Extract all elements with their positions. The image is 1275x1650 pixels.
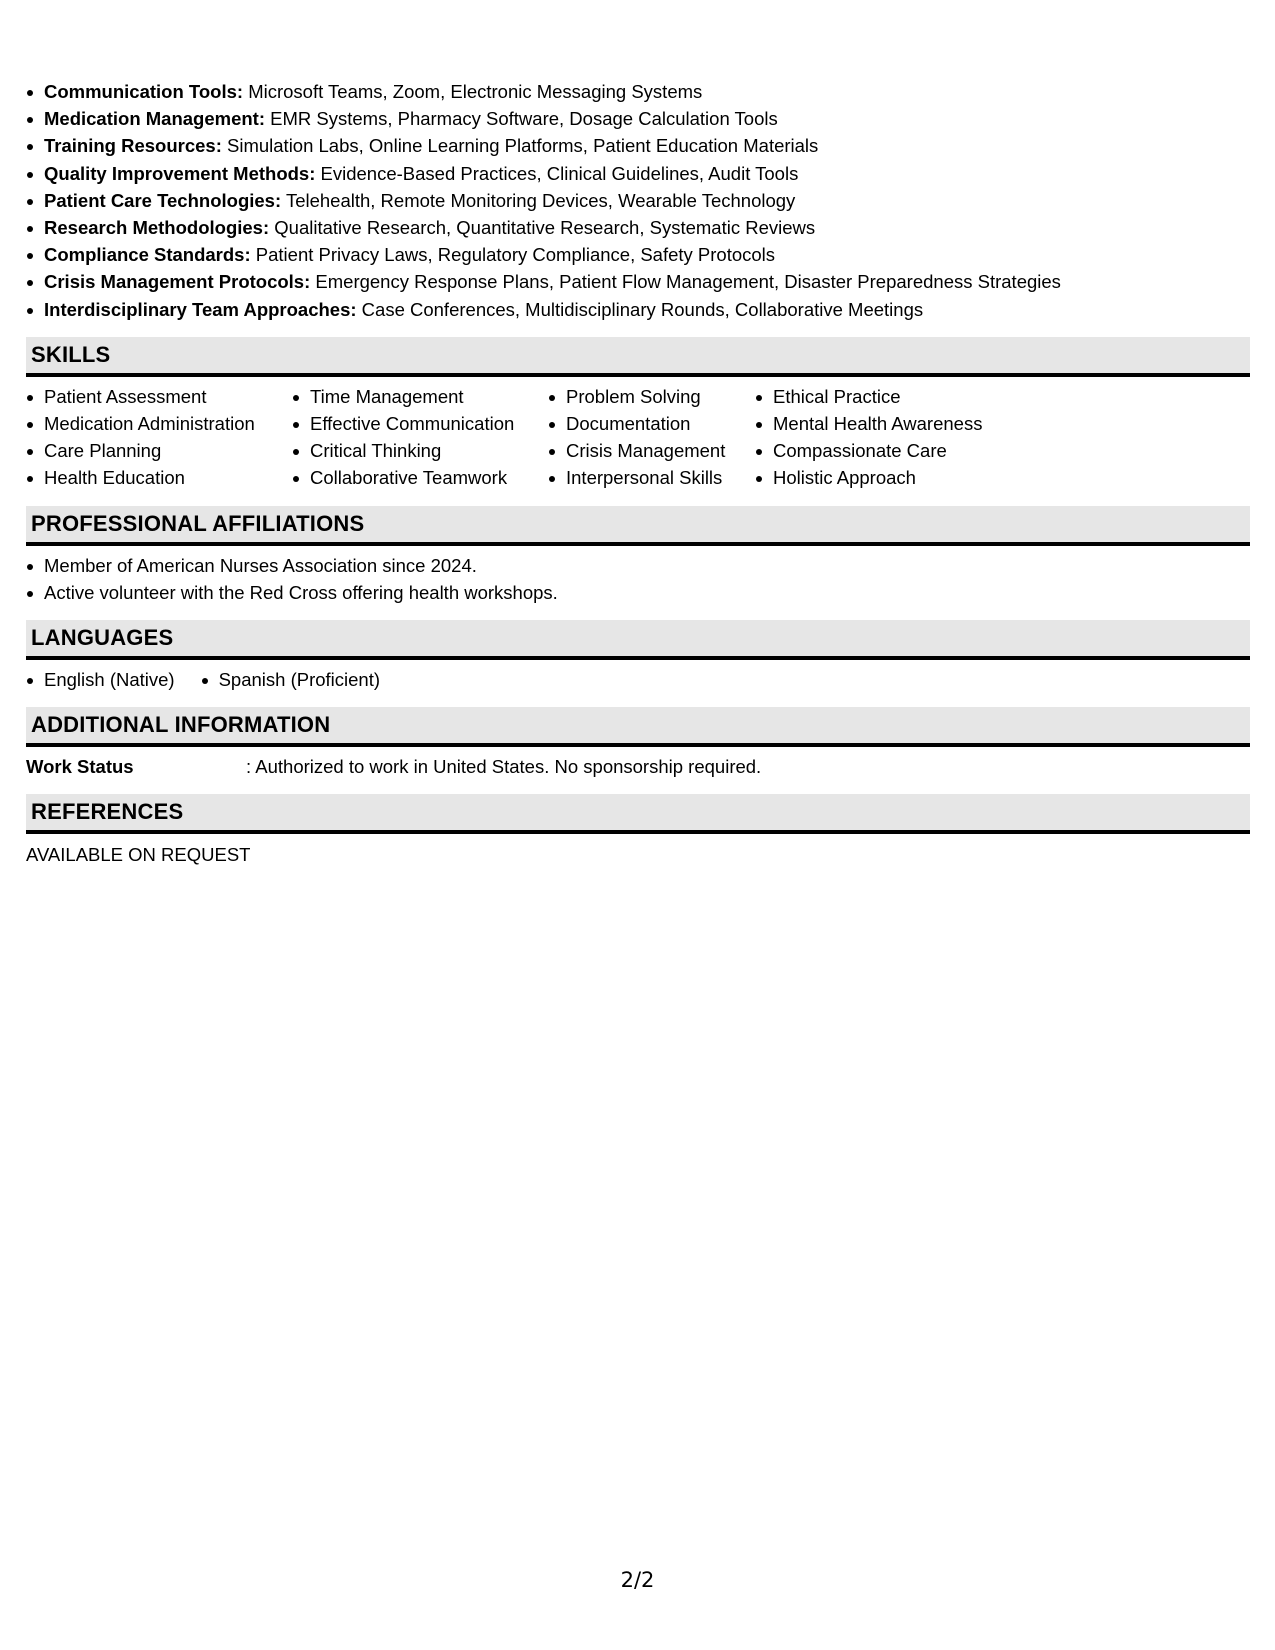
language-item: English (Native) [26,666,175,693]
tool-category-text: Microsoft Teams, Zoom, Electronic Messaging Systems [248,81,703,102]
skill-item: Medication Administration [26,410,292,437]
skill-item: Interpersonal Skills [548,464,755,491]
tool-category-label: Training Resources: [44,135,222,157]
skills-column [292,383,548,492]
work-status-row [26,753,1250,780]
tool-category-label: Communication Tools: [44,81,244,102]
work-status-value: : Authorized to work in United States. No sponsorship required. [246,756,762,778]
skills-column [755,383,1015,492]
list-item: Active volunteer with the Red Cross offering health workshops. [26,579,1250,606]
skill-item: Health Education [26,464,292,491]
resume-page [26,78,1250,868]
skill-item: Patient Assessment [26,383,292,410]
tool-category-label: Crisis Management Protocols: [44,271,311,293]
list-item [26,78,1250,105]
skill-item: Compassionate Care [755,437,1015,464]
list-item [26,160,1250,187]
tool-category-text: Case Conferences, Multidisciplinary Rounds, Collaborative Meetings [361,298,924,320]
tool-category-text: Qualitative Research, Quantitative Research, Systematic Reviews [274,217,816,239]
skill-item: Documentation [548,410,755,437]
skill-item: Ethical Practice [755,383,1015,410]
tool-category-text: EMR Systems, Pharmacy Software, Dosage Calculation Tools [270,108,778,130]
references-text: AVAILABLE ON REQUEST [26,844,251,866]
tool-category-label: Patient Care Technologies: [44,189,282,211]
page-number: 2/2 [620,1568,655,1592]
tool-category-text: Patient Privacy Laws, Regulatory Compliance, Safety Protocols [255,244,776,266]
tool-category-text: Simulation Labs, Online Learning Platforms, Patient Education Materials [227,135,819,157]
references-heading: REFERENCES [26,794,1250,834]
skills-column [26,383,292,492]
tool-category-label: Compliance Standards: [44,244,251,266]
languages-heading: LANGUAGES [26,620,1250,660]
tools-list [26,78,1250,323]
tool-category-text: Evidence-Based Practices, Clinical Guidelines, Audit Tools [320,162,799,184]
list-item [26,105,1250,132]
list-item [26,214,1250,241]
tool-category-label: Quality Improvement Methods: [44,162,316,184]
languages-list [26,666,1250,693]
list-item [26,187,1250,214]
skill-item: Crisis Management [548,437,755,464]
skill-item: Care Planning [26,437,292,464]
affiliations-list [26,552,1250,606]
skills-heading: SKILLS [26,337,1250,377]
skill-item: Effective Communication [292,410,548,437]
list-item: Member of American Nurses Association since 2024. [26,552,1250,579]
tool-category-text: Telehealth, Remote Monitoring Devices, Wearable Technology [285,189,796,211]
tool-category-label: Research Methodologies: [44,217,270,239]
tool-category-label: Interdisciplinary Team Approaches: [44,298,357,320]
skill-item: Collaborative Teamwork [292,464,548,491]
skill-item: Critical Thinking [292,437,548,464]
list-item [26,241,1250,268]
work-status-label: Work Status [26,756,134,778]
list-item [26,132,1250,159]
skills-column [548,383,755,492]
language-item: Spanish (Proficient) [201,666,380,693]
additional-info-heading: ADDITIONAL INFORMATION [26,707,1250,747]
skill-item: Time Management [292,383,548,410]
affiliations-heading: PROFESSIONAL AFFILIATIONS [26,506,1250,546]
skill-item: Problem Solving [548,383,755,410]
list-item [26,268,1250,295]
skill-item: Mental Health Awareness [755,410,1015,437]
tool-category-label: Medication Management: [44,108,265,130]
list-item [26,296,1250,323]
skill-item: Holistic Approach [755,464,1015,491]
skills-grid [26,383,1250,492]
tool-category-text: Emergency Response Plans, Patient Flow Management, Disaster Preparedness Strategies [315,271,1061,293]
